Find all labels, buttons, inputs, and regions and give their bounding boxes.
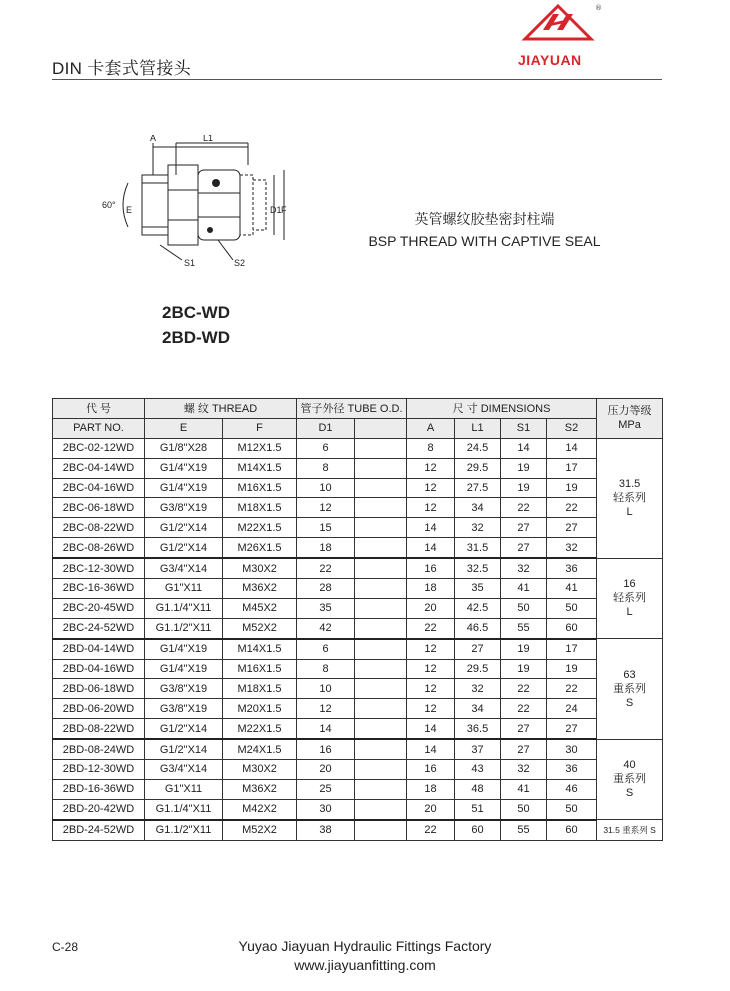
cell-thread-f: M14X1.5 <box>223 639 297 659</box>
cell-dim-s2: 27 <box>547 518 597 538</box>
cell-part-no: 2BC-06-18WD <box>53 498 145 518</box>
cell-part-no: 2BC-04-14WD <box>53 458 145 478</box>
cell-dim-s1: 32 <box>501 760 547 780</box>
cell-dim-s1: 41 <box>501 579 547 599</box>
col-f: F <box>223 418 297 438</box>
col-blank <box>355 418 407 438</box>
table-row <box>53 438 663 458</box>
cell-dim-a: 14 <box>407 739 455 759</box>
cell-thread-f: M45X2 <box>223 598 297 618</box>
cell-thread-f: M26X1.5 <box>223 538 297 558</box>
cell-part-no: 2BD-12-30WD <box>53 760 145 780</box>
cell-dim-s1: 22 <box>501 699 547 719</box>
cell-dim-l1: 29.5 <box>455 458 501 478</box>
cell-dim-l1: 27.5 <box>455 478 501 498</box>
cell-part-no: 2BD-04-14WD <box>53 639 145 659</box>
cell-part-no: 2BC-08-22WD <box>53 518 145 538</box>
cell-dim-a: 12 <box>407 639 455 659</box>
cell-thread-e: G3/8"X19 <box>145 679 223 699</box>
cell-thread-e: G1/4"X19 <box>145 659 223 679</box>
cell-dim-s2: 27 <box>547 719 597 739</box>
cell-dim-s1: 22 <box>501 498 547 518</box>
cell-tube-blank <box>355 699 407 719</box>
cell-tube-d1: 30 <box>297 799 355 819</box>
pressure-group: 31.5 轻系列 L <box>597 438 663 558</box>
cell-dim-a: 12 <box>407 478 455 498</box>
cell-dim-a: 20 <box>407 598 455 618</box>
cell-dim-s2: 22 <box>547 679 597 699</box>
cell-part-no: 2BD-20-42WD <box>53 799 145 819</box>
cell-tube-blank <box>355 478 407 498</box>
cell-dim-s1: 19 <box>501 478 547 498</box>
cell-tube-d1: 22 <box>297 558 355 578</box>
cell-dim-l1: 46.5 <box>455 618 501 638</box>
cell-thread-e: G1.1/2"X11 <box>145 618 223 638</box>
cell-dim-a: 12 <box>407 498 455 518</box>
cell-tube-blank <box>355 498 407 518</box>
table-row <box>53 760 663 780</box>
cell-dim-l1: 36.5 <box>455 719 501 739</box>
cell-dim-a: 12 <box>407 458 455 478</box>
col-s2: S2 <box>547 418 597 438</box>
cell-thread-f: M30X2 <box>223 558 297 578</box>
cell-tube-blank <box>355 598 407 618</box>
cell-dim-s1: 50 <box>501 598 547 618</box>
cell-dim-l1: 60 <box>455 820 501 840</box>
cell-part-no: 2BC-04-16WD <box>53 478 145 498</box>
cell-part-no: 2BC-16-36WD <box>53 579 145 599</box>
col-part-no: PART NO. <box>53 418 145 438</box>
pressure-group: 63 重系列 S <box>597 639 663 739</box>
cell-part-no: 2BD-06-20WD <box>53 699 145 719</box>
cell-part-no: 2BC-12-30WD <box>53 558 145 578</box>
brand-name: JIAYUAN <box>518 52 582 68</box>
cell-dim-s1: 22 <box>501 679 547 699</box>
cell-part-no: 2BC-24-52WD <box>53 618 145 638</box>
cell-dim-s2: 60 <box>547 820 597 840</box>
cell-dim-s1: 50 <box>501 799 547 819</box>
cell-tube-blank <box>355 538 407 558</box>
website-url: www.jiayuanfitting.com <box>294 957 436 973</box>
cell-dim-a: 12 <box>407 699 455 719</box>
cell-thread-f: M36X2 <box>223 579 297 599</box>
cell-thread-f: M52X2 <box>223 820 297 840</box>
table-row <box>53 699 663 719</box>
cell-thread-f: M20X1.5 <box>223 699 297 719</box>
cell-tube-d1: 28 <box>297 579 355 599</box>
cell-part-no: 2BD-06-18WD <box>53 679 145 699</box>
cell-dim-s2: 24 <box>547 699 597 719</box>
cell-part-no: 2BC-20-45WD <box>53 598 145 618</box>
cell-dim-s2: 50 <box>547 598 597 618</box>
table-row <box>53 458 663 478</box>
table-row <box>53 558 663 578</box>
cell-dim-s2: 41 <box>547 579 597 599</box>
cell-dim-a: 14 <box>407 518 455 538</box>
cell-dim-l1: 35 <box>455 579 501 599</box>
cell-tube-d1: 42 <box>297 618 355 638</box>
table-row <box>53 498 663 518</box>
table-row <box>53 820 663 840</box>
cell-tube-d1: 18 <box>297 538 355 558</box>
cell-tube-d1: 10 <box>297 679 355 699</box>
table-row <box>53 618 663 638</box>
cell-dim-l1: 51 <box>455 799 501 819</box>
cell-tube-blank <box>355 799 407 819</box>
cell-dim-l1: 24.5 <box>455 438 501 458</box>
cell-thread-f: M22X1.5 <box>223 719 297 739</box>
cell-tube-d1: 6 <box>297 438 355 458</box>
table-row <box>53 518 663 538</box>
cell-dim-l1: 37 <box>455 739 501 759</box>
cell-tube-d1: 12 <box>297 498 355 518</box>
header-code: 代 号 <box>53 399 145 419</box>
cell-part-no: 2BD-08-24WD <box>53 739 145 759</box>
cell-part-no: 2BD-04-16WD <box>53 659 145 679</box>
cell-thread-f: M14X1.5 <box>223 458 297 478</box>
header-pressure: 压力等级 MPa <box>597 399 663 439</box>
page-title: DIN 卡套式管接头 <box>52 59 191 78</box>
cell-dim-s1: 27 <box>501 719 547 739</box>
cell-thread-f: M24X1.5 <box>223 739 297 759</box>
cell-dim-a: 18 <box>407 579 455 599</box>
cell-dim-l1: 29.5 <box>455 659 501 679</box>
cell-tube-blank <box>355 779 407 799</box>
cell-tube-d1: 8 <box>297 659 355 679</box>
cell-dim-s1: 32 <box>501 558 547 578</box>
cell-dim-s2: 36 <box>547 760 597 780</box>
cell-thread-f: M52X2 <box>223 618 297 638</box>
table-row <box>53 639 663 659</box>
cell-dim-s2: 60 <box>547 618 597 638</box>
cell-tube-d1: 12 <box>297 699 355 719</box>
svg-text:A: A <box>150 135 157 143</box>
pressure-group: 16 轻系列 L <box>597 558 663 639</box>
col-e: E <box>145 418 223 438</box>
table-row <box>53 598 663 618</box>
cell-tube-blank <box>355 618 407 638</box>
company-name: Yuyao Jiayuan Hydraulic Fittings Factory <box>238 938 492 954</box>
cell-dim-s1: 41 <box>501 779 547 799</box>
cell-thread-f: M36X2 <box>223 779 297 799</box>
table-row <box>53 579 663 599</box>
cell-dim-s2: 30 <box>547 739 597 759</box>
cell-tube-blank <box>355 579 407 599</box>
registered-mark: ® <box>595 4 602 12</box>
col-d1: D1 <box>297 418 355 438</box>
cell-tube-blank <box>355 438 407 458</box>
model-code: 2BD-WD <box>162 328 230 347</box>
cell-part-no: 2BC-02-12WD <box>53 438 145 458</box>
svg-text:60°: 60° <box>102 200 116 210</box>
cell-thread-e: G1.1/4"X11 <box>145 799 223 819</box>
cell-thread-e: G1/4"X19 <box>145 639 223 659</box>
table-row <box>53 538 663 558</box>
cell-dim-s2: 46 <box>547 779 597 799</box>
cell-part-no: 2BD-08-22WD <box>53 719 145 739</box>
spec-table-body <box>53 438 663 840</box>
page-number: C-28 <box>52 940 79 954</box>
table-row <box>53 719 663 739</box>
cell-thread-e: G1/4"X19 <box>145 478 223 498</box>
header-thread: 螺 纹 THREAD <box>145 399 297 419</box>
cell-thread-e: G1"X11 <box>145 779 223 799</box>
cell-dim-a: 12 <box>407 679 455 699</box>
cell-tube-d1: 20 <box>297 760 355 780</box>
svg-text:S1: S1 <box>184 258 196 268</box>
cell-dim-s1: 19 <box>501 659 547 679</box>
header-tube-od: 管子外径 TUBE O.D. <box>297 399 407 419</box>
cell-tube-blank <box>355 820 407 840</box>
cell-dim-l1: 34 <box>455 699 501 719</box>
cell-thread-f: M16X1.5 <box>223 478 297 498</box>
cell-dim-s2: 19 <box>547 659 597 679</box>
svg-text:S2: S2 <box>234 258 246 268</box>
cell-thread-f: M18X1.5 <box>223 679 297 699</box>
cell-dim-l1: 32.5 <box>455 558 501 578</box>
cell-tube-d1: 15 <box>297 518 355 538</box>
cell-thread-e: G1/8"X28 <box>145 438 223 458</box>
cell-tube-d1: 14 <box>297 719 355 739</box>
cell-dim-l1: 31.5 <box>455 538 501 558</box>
cell-tube-blank <box>355 518 407 538</box>
col-s1: S1 <box>501 418 547 438</box>
cell-dim-s2: 32 <box>547 538 597 558</box>
cell-dim-s2: 19 <box>547 478 597 498</box>
cell-tube-d1: 16 <box>297 739 355 759</box>
fitting-diagram <box>98 135 288 275</box>
cell-dim-a: 14 <box>407 719 455 739</box>
cell-dim-a: 12 <box>407 659 455 679</box>
cell-tube-blank <box>355 558 407 578</box>
cell-dim-s2: 22 <box>547 498 597 518</box>
cell-thread-f: M22X1.5 <box>223 518 297 538</box>
description-chinese: 英管螺纹胶垫密封柱端 <box>414 211 555 227</box>
cell-thread-e: G3/4"X14 <box>145 558 223 578</box>
description-english: BSP THREAD WITH CAPTIVE SEAL <box>368 233 601 249</box>
svg-text:D1: D1 <box>270 205 282 215</box>
cell-tube-blank <box>355 760 407 780</box>
cell-dim-s1: 19 <box>501 458 547 478</box>
cell-thread-e: G1/2"X14 <box>145 518 223 538</box>
cell-dim-s1: 55 <box>501 618 547 638</box>
cell-dim-l1: 34 <box>455 498 501 518</box>
cell-thread-f: M42X2 <box>223 799 297 819</box>
table-row <box>53 679 663 699</box>
cell-dim-a: 20 <box>407 799 455 819</box>
cell-tube-blank <box>355 719 407 739</box>
cell-thread-f: M16X1.5 <box>223 659 297 679</box>
header-rule <box>52 79 662 80</box>
table-row <box>53 659 663 679</box>
cell-dim-a: 22 <box>407 618 455 638</box>
cell-thread-e: G1.1/4"X11 <box>145 598 223 618</box>
cell-thread-e: G1/4"X19 <box>145 458 223 478</box>
table-row <box>53 478 663 498</box>
cell-part-no: 2BD-24-52WD <box>53 820 145 840</box>
col-a: A <box>407 418 455 438</box>
cell-thread-e: G1/2"X14 <box>145 538 223 558</box>
pressure-group: 31.5 重系列 S <box>597 820 663 840</box>
cell-dim-l1: 32 <box>455 518 501 538</box>
cell-dim-s2: 14 <box>547 438 597 458</box>
svg-text:L1: L1 <box>203 135 214 143</box>
cell-tube-d1: 35 <box>297 598 355 618</box>
cell-dim-s1: 27 <box>501 518 547 538</box>
cell-dim-s2: 17 <box>547 639 597 659</box>
cell-tube-d1: 10 <box>297 478 355 498</box>
cell-dim-s1: 19 <box>501 639 547 659</box>
cell-thread-e: G3/8"X19 <box>145 699 223 719</box>
cell-dim-a: 16 <box>407 760 455 780</box>
cell-dim-a: 22 <box>407 820 455 840</box>
cell-part-no: 2BC-08-26WD <box>53 538 145 558</box>
cell-dim-a: 18 <box>407 779 455 799</box>
cell-tube-d1: 38 <box>297 820 355 840</box>
cell-dim-l1: 42.5 <box>455 598 501 618</box>
cell-tube-d1: 6 <box>297 639 355 659</box>
cell-dim-l1: 27 <box>455 639 501 659</box>
cell-thread-e: G1/2"X14 <box>145 739 223 759</box>
cell-thread-e: G1"X11 <box>145 579 223 599</box>
table-row <box>53 799 663 819</box>
table-row <box>53 779 663 799</box>
cell-dim-s1: 55 <box>501 820 547 840</box>
cell-thread-e: G3/4"X14 <box>145 760 223 780</box>
cell-part-no: 2BD-16-36WD <box>53 779 145 799</box>
cell-dim-l1: 32 <box>455 679 501 699</box>
cell-dim-s1: 14 <box>501 438 547 458</box>
cell-tube-blank <box>355 679 407 699</box>
cell-dim-s1: 27 <box>501 538 547 558</box>
svg-text:E: E <box>126 205 133 215</box>
cell-dim-a: 8 <box>407 438 455 458</box>
cell-tube-d1: 25 <box>297 779 355 799</box>
cell-thread-e: G1.1/2"X11 <box>145 820 223 840</box>
header-dimensions: 尺 寸 DIMENSIONS <box>407 399 597 419</box>
cell-tube-blank <box>355 739 407 759</box>
cell-tube-blank <box>355 458 407 478</box>
cell-thread-e: G1/2"X14 <box>145 719 223 739</box>
cell-thread-f: M18X1.5 <box>223 498 297 518</box>
cell-tube-blank <box>355 659 407 679</box>
spec-table <box>52 398 663 841</box>
col-l1: L1 <box>455 418 501 438</box>
cell-dim-a: 14 <box>407 538 455 558</box>
cell-dim-l1: 43 <box>455 760 501 780</box>
cell-thread-f: M30X2 <box>223 760 297 780</box>
svg-text:F: F <box>281 205 287 215</box>
table-row <box>53 739 663 759</box>
cell-dim-s1: 27 <box>501 739 547 759</box>
cell-thread-f: M12X1.5 <box>223 438 297 458</box>
cell-tube-d1: 8 <box>297 458 355 478</box>
model-code: 2BC-WD <box>162 303 230 322</box>
cell-dim-s2: 50 <box>547 799 597 819</box>
cell-dim-s2: 36 <box>547 558 597 578</box>
pressure-group: 40 重系列 S <box>597 739 663 820</box>
cell-dim-a: 16 <box>407 558 455 578</box>
cell-thread-e: G3/8"X19 <box>145 498 223 518</box>
cell-tube-blank <box>355 639 407 659</box>
cell-dim-s2: 17 <box>547 458 597 478</box>
cell-dim-l1: 48 <box>455 779 501 799</box>
